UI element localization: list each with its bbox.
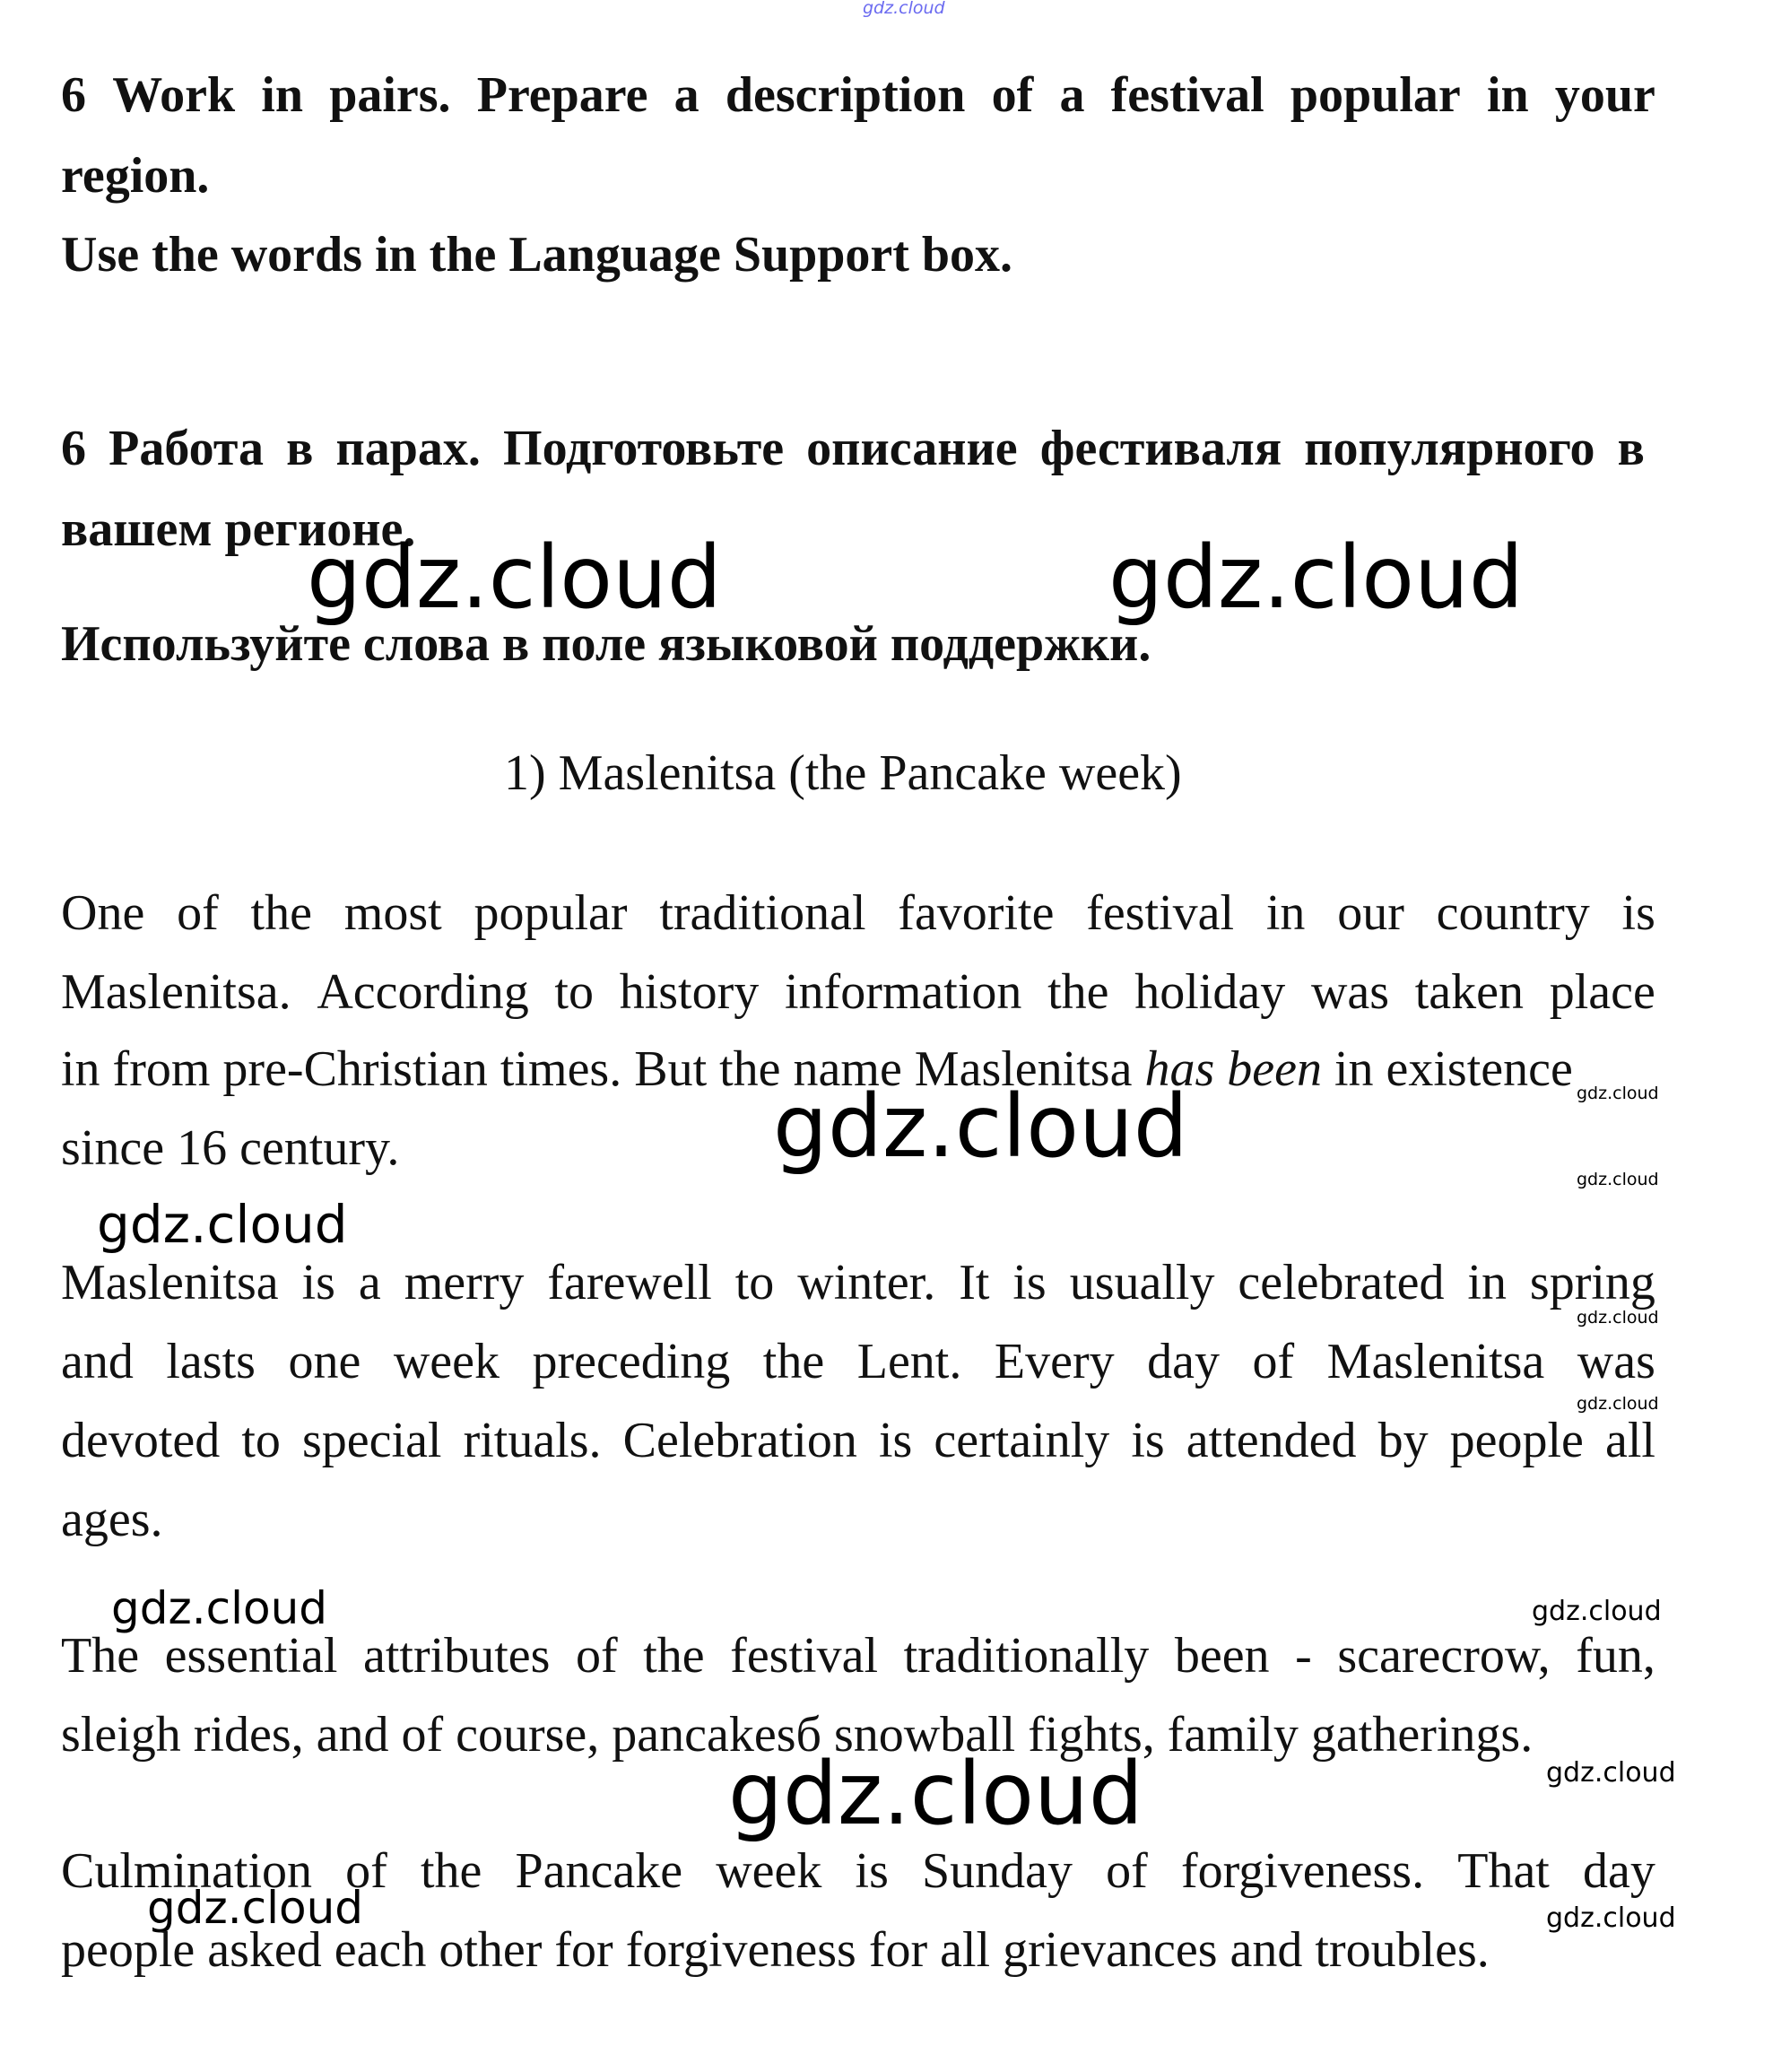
watermark-medium-1: gdz.cloud [97,1194,348,1255]
p4-line-2: people asked each other for forgiveness for all grievances and troubles. [61,1922,1490,1978]
word: day [1147,1334,1220,1389]
watermark-small-4: gdz.cloud [1577,1394,1659,1414]
word: Every [994,1334,1115,1389]
watermark-small-2: gdz.cloud [1577,1170,1659,1189]
word: One [61,885,145,941]
word: 6 [61,421,86,476]
word: the [643,1628,705,1684]
watermark-small-7: gdz.cloud [1546,1902,1676,1934]
word: been [1174,1628,1270,1684]
word: Sunday [922,1843,1073,1899]
watermark-small-6: gdz.cloud [1546,1757,1676,1789]
word: 6 [61,67,86,123]
watermark-small-1: gdz.cloud [1577,1084,1659,1103]
word: the [1047,964,1109,1020]
word: was [1577,1334,1655,1389]
word: and [61,1334,134,1389]
word: rituals. [463,1413,602,1468]
word: description [725,67,966,123]
word: It [959,1255,990,1310]
word: is [1131,1413,1165,1468]
word: the [250,885,312,941]
word: merry [404,1255,525,1310]
task-en-line-3: Use the words in the Language Support box. [61,227,1013,283]
p1-line-4: since 16 century. [61,1120,400,1176]
word: в [1617,421,1645,476]
word: a [358,1255,381,1310]
word: Pancake [515,1843,683,1899]
p3-line-1 [61,1628,1655,1684]
p2-line-2 [61,1336,1655,1387]
word: of [345,1843,387,1899]
word: Lent. [856,1334,962,1389]
word: в [286,421,314,476]
word: country [1436,885,1590,941]
task-ru-line-3: Используйте слова в поле языковой поддержки. [61,616,1151,672]
word: of [1252,1334,1295,1389]
word: fun, [1576,1628,1655,1684]
word: Maslenitsa. [61,964,291,1020]
task-ru-line-2: вашем регионе. [61,501,416,557]
watermark-small-5: gdz.cloud [1532,1596,1662,1627]
word: Celebration [622,1413,857,1468]
word: information [784,964,1022,1020]
word: lasts [166,1334,256,1389]
word: pairs. [329,67,451,123]
word: - [1295,1628,1312,1684]
word: devoted [61,1413,221,1468]
word: favorite [898,885,1055,941]
word: Maslenitsa [61,1255,279,1310]
word: Maslenitsa [1326,1334,1545,1389]
watermark-large-3: gdz.cloud [773,1076,1188,1177]
word: taken [1414,964,1525,1020]
word: was [1310,964,1390,1020]
essay-heading: 1) Maslenitsa (the Pancake week) [504,745,1182,801]
p1-line-1 [61,885,1655,941]
watermark-small-3: gdz.cloud [1577,1308,1659,1328]
word: Prepare [476,67,648,123]
watermark-top: gdz.cloud [863,0,945,18]
word: That [1457,1843,1550,1899]
word: attributes [363,1628,551,1684]
word: Work [112,67,236,123]
word: forgiveness. [1180,1843,1425,1899]
word: is [1012,1255,1047,1310]
word: the [420,1843,482,1899]
word: week [393,1334,500,1389]
word: all [1605,1413,1655,1468]
word: preceding [532,1334,731,1389]
word: essential [164,1628,338,1684]
word: to [734,1255,775,1310]
p2-line-4: ages. [61,1492,163,1547]
word: популярного [1304,421,1595,476]
word: celebrated [1238,1255,1445,1310]
word: to [241,1413,281,1468]
task-en-line-2: region. [61,148,210,204]
p1-italic-phrase: has been [1144,1041,1322,1097]
word: history [619,964,760,1020]
watermark-large-1: gdz.cloud [307,527,722,628]
word: парах. [335,421,481,476]
watermark-medium-3: gdz.cloud [147,1882,364,1934]
word: is [1621,885,1655,941]
word: certainly [934,1413,1110,1468]
p2-line-3 [61,1415,1655,1466]
word: one [288,1334,361,1389]
word: most [343,885,442,941]
word: week [716,1843,822,1899]
word: festival [1110,67,1264,123]
word: is [301,1255,335,1310]
word: According [317,964,529,1020]
word: usually [1069,1255,1215,1310]
word: of [177,885,219,941]
word: of [575,1628,618,1684]
word: in [1467,1255,1507,1310]
watermark-large-4: gdz.cloud [728,1744,1143,1844]
word: фестиваля [1039,421,1282,476]
word: Culmination [61,1843,312,1899]
word: festival [730,1628,878,1684]
word: traditionally [903,1628,1150,1684]
word: a [1059,67,1085,123]
word: winter. [797,1255,936,1310]
p3-line-2: sleigh rides, and of course, pancakesб snowball fights, family gatherings. [61,1707,1534,1763]
word: farewell [547,1255,712,1310]
p1-line-2 [61,964,1655,1020]
word: popular [474,885,628,941]
word: by [1377,1413,1429,1468]
p1-line-3: in from pre-Christian times. But the name Maslenitsa has been in existence [61,1041,1573,1097]
word: your [1554,67,1655,123]
word: in [1265,885,1306,941]
p2-line-1 [61,1255,1655,1310]
word: in [1486,67,1529,123]
word: special [302,1413,442,1468]
watermark-medium-2: gdz.cloud [111,1582,328,1634]
task-en-line-1 [61,67,1655,123]
word: spring [1529,1255,1655,1310]
word: Работа [109,421,265,476]
word: Подготовьте [503,421,785,476]
word: popular [1290,67,1461,123]
word: holiday [1134,964,1286,1020]
word: attended [1186,1413,1357,1468]
word: festival [1086,885,1235,941]
word: the [762,1334,825,1389]
word: описание [806,421,1018,476]
watermark-large-2: gdz.cloud [1108,527,1524,628]
word: is [855,1843,889,1899]
task-ru-line-1 [61,423,1645,474]
word: a [673,67,699,123]
word: scarecrow, [1337,1628,1551,1684]
word: of [1106,1843,1148,1899]
word: to [554,964,594,1020]
word: The [61,1628,140,1684]
word: is [878,1413,913,1468]
word: day [1583,1843,1655,1899]
word: traditional [659,885,866,941]
word: people [1449,1413,1584,1468]
word: place [1549,964,1655,1020]
word: of [991,67,1034,123]
word: in [261,67,303,123]
word: our [1337,885,1404,941]
